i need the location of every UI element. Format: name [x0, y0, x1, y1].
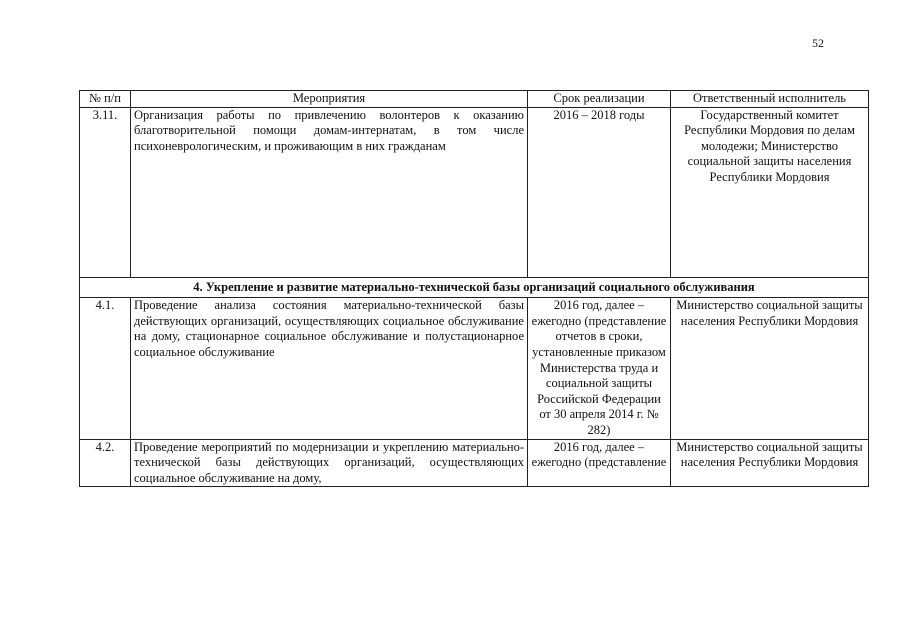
header-activity: Мероприятия: [131, 91, 528, 108]
section-title: 4. Укрепление и развитие материально-технической базы организаций социального обслуживания: [80, 277, 869, 298]
section-row: [80, 277, 869, 298]
table-header-row: [80, 91, 869, 108]
row-activity: Организация работы по привлечению волонтеров к оказанию благотворительной помощи домам-интернатам, в том числе психоневрологическим, и проживающим в них гражданам: [131, 107, 528, 277]
table-row: [80, 439, 869, 487]
row-num: 3.11.: [80, 107, 131, 277]
row-num: 4.2.: [80, 439, 131, 487]
row-responsible: Министерство социальной защиты населения Республики Мордовия: [671, 298, 869, 439]
row-term: 2016 – 2018 годы: [528, 107, 671, 277]
row-responsible: Государственный комитет Республики Мордовия по делам молодежи; Министерство социальной защиты населения Республики Мордовия: [671, 107, 869, 277]
activities-table: [79, 90, 869, 487]
row-responsible: Министерство социальной защиты населения Республики Мордовия: [671, 439, 869, 487]
row-activity: Проведение анализа состояния материально-технической базы действующих организаций, осуществляющих социальное обслуживание на дому, стационарное социальное обслуживание и полустационарное социальное обслуживание: [131, 298, 528, 439]
row-term: 2016 год, далее – ежегодно (представление: [528, 439, 671, 487]
row-num: 4.1.: [80, 298, 131, 439]
header-responsible: Ответственный исполнитель: [671, 91, 869, 108]
header-num: № п/п: [80, 91, 131, 108]
row-term: 2016 год, далее – ежегодно (представление отчетов в сроки, установленные приказом Министерства труда и социальной защиты Российской Федерации от 30 апреля 2014 г. № 282): [528, 298, 671, 439]
header-term: Срок реализации: [528, 91, 671, 108]
table-row: [80, 298, 869, 439]
row-activity: Проведение мероприятий по модернизации и укреплению материально-технической базы действующих организаций, осуществляющих социальное обслуживание на дому,: [131, 439, 528, 487]
page-number: 52: [812, 36, 824, 50]
table-row: [80, 107, 869, 277]
